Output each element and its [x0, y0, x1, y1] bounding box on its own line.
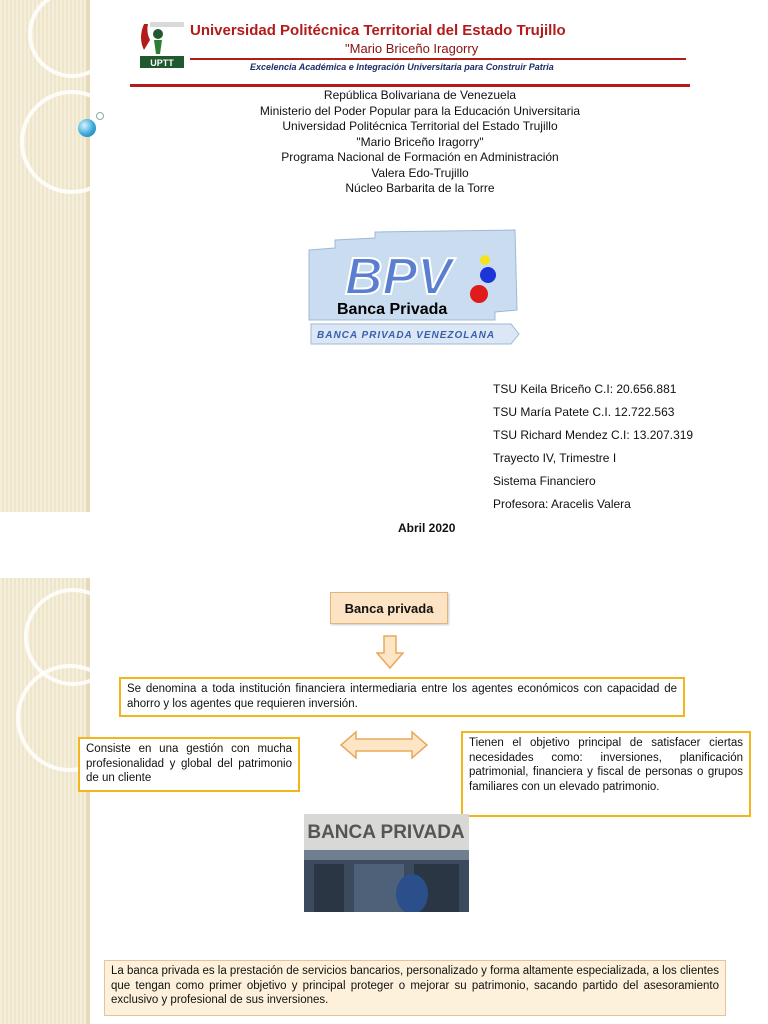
- institution-line: "Mario Briceño Iragorry": [356, 134, 484, 149]
- institution-line: Universidad Politécnica Territorial del Estado Trujillo: [282, 119, 558, 133]
- bpv-logo: [305, 228, 523, 346]
- bpv-subtitle: BANCA PRIVADA VENEZOLANA: [317, 330, 496, 341]
- summary-box: La banca privada es la prestación de servicios bancarios, personalizado y forma altamente especializada, a los clientes que tengan como primer objetivo y principal proteger o mejorar su patrimonio, sacando partido del asesoramiento exclusivo y profesional de sus inversiones.: [104, 960, 726, 1016]
- university-tagline: Excelencia Académica e Integración Universitaria para Construir Patria: [250, 62, 554, 72]
- definition-box: Se denomina a toda institución financiera intermediaria entre los agentes económicos con capacidad de ahorro y los agentes que requieren inversión.: [119, 677, 685, 717]
- author-line: TSU Richard Mendez C.I: 13.207.319: [493, 428, 694, 442]
- authors-block: [493, 378, 693, 512]
- strip-edge: [86, 0, 90, 512]
- bpv-caption: Banca Privada: [337, 301, 448, 318]
- course-line: Trayecto IV, Trimestre I: [493, 451, 617, 465]
- university-logo: [136, 20, 186, 78]
- photo-sign-text: BANCA PRIVADA: [307, 822, 465, 843]
- institution-line: Ministerio del Poder Popular para la Educación Universitaria: [259, 103, 581, 118]
- slide-title: Banca privada: [330, 592, 448, 624]
- decorative-ring: [20, 90, 124, 194]
- banca-privada-photo: [304, 814, 469, 912]
- decorative-ring: [28, 0, 116, 78]
- institution-block: [150, 88, 690, 197]
- arrow-down-icon: [376, 635, 404, 669]
- double-arrow-icon: [340, 730, 428, 760]
- subject-line: Sistema Financiero: [493, 474, 596, 488]
- document-date: Abril 2020: [398, 521, 456, 535]
- decorative-dot-icon: [96, 112, 104, 120]
- decorative-ball-icon: [78, 119, 96, 137]
- management-box: Consiste en una gestión con mucha profesionalidad y global del patrimonio de un cliente: [78, 737, 300, 792]
- university-banner: [130, 14, 690, 87]
- institution-line: Valera Edo-Trujillo: [371, 165, 469, 180]
- honoree-name: "Mario Briceño Iragorry: [345, 41, 479, 56]
- professor-line: Profesora: Aracelis Valera: [493, 497, 631, 511]
- author-line: TSU María Patete C.I. 12.722.563: [493, 405, 675, 419]
- logo-text: UPTT: [150, 58, 174, 68]
- university-name: Universidad Politécnica Territorial del Estado Trujillo: [190, 22, 566, 39]
- objective-box: Tienen el objetivo principal de satisfacer ciertas necesidades como: inversiones, planificación patrimonial, financiera y fiscal de personas o grupos familiares con un elevado patrimonio.: [461, 731, 751, 817]
- banner-divider: [190, 58, 686, 60]
- bpv-mark: BPV: [345, 248, 452, 306]
- institution-line: República Bolivariana de Venezuela: [323, 88, 517, 102]
- author-line: TSU Keila Briceño C.I: 20.656.881: [493, 382, 677, 396]
- institution-line: Programa Nacional de Formación en Administración: [281, 150, 559, 164]
- institution-line: Núcleo Barbarita de la Torre: [345, 181, 495, 195]
